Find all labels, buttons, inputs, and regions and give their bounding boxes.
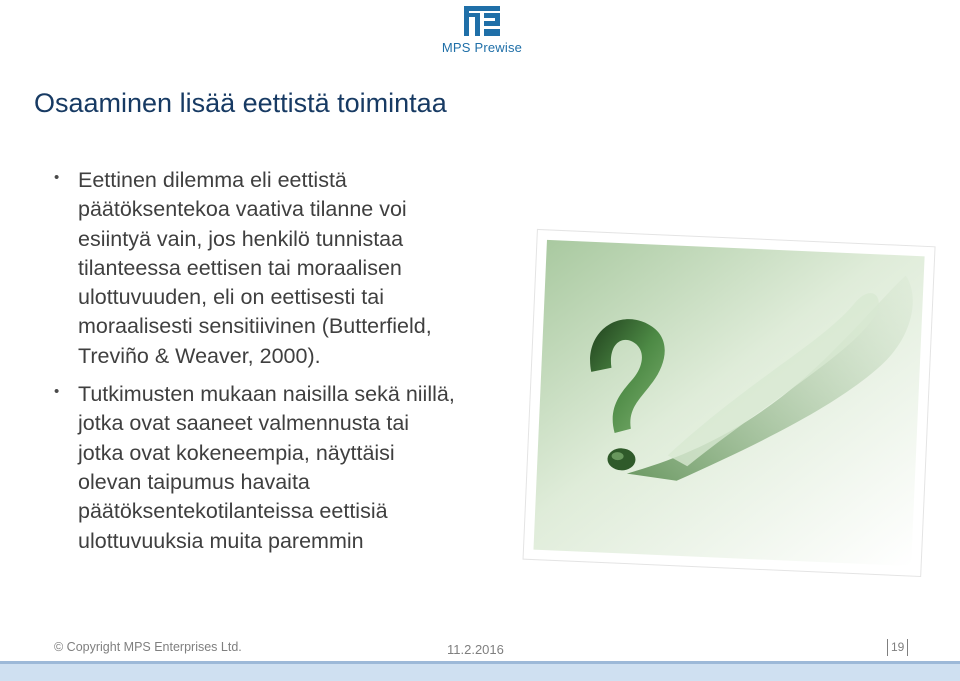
bullet-line: moraalisesti sensitiivinen (Butterfield, <box>78 314 432 339</box>
bullet-line: ulottuvuuden, eli on eettisesti tai <box>78 285 384 310</box>
bullet-line: olevan taipumus havaita <box>78 469 310 494</box>
bullet-line: Tutkimusten mukaan naisilla sekä niillä, <box>78 382 455 407</box>
bullet-line: tilanteessa eettisen tai moraalisen <box>78 255 402 280</box>
bullet-item <box>52 166 512 371</box>
footer-bar-line <box>0 661 960 664</box>
bullet-dot-icon: • <box>54 383 60 401</box>
bullet-item <box>52 380 512 556</box>
logo-text: MPS Prewise <box>441 40 523 55</box>
bullet-line: päätöksentekotilanteissa eettisiä <box>78 499 388 524</box>
slide-title: Osaaminen lisää eettistä toimintaa <box>34 88 447 118</box>
bullet-line: Treviño & Weaver, 2000). <box>78 343 321 368</box>
bullet-dot-icon: • <box>54 169 60 186</box>
mps-prewise-logo <box>432 4 532 60</box>
bullet-line: Eettinen dilemma eli eettistä <box>78 168 347 192</box>
bullet-line: ulottuvuuksia muita paremmin <box>78 528 364 553</box>
bullet-line: jotka ovat kokeneempia, näyttäisi <box>78 440 395 465</box>
bullet-line: jotka ovat saaneet valmennusta tai <box>78 411 410 436</box>
bullet-list <box>52 166 512 565</box>
footer-date: 11.2.2016 <box>447 642 504 657</box>
bullet-text <box>78 380 512 556</box>
bullet-text <box>78 166 512 371</box>
footer-copyright: © Copyright MPS Enterprises Ltd. <box>54 640 242 654</box>
bullet-line: päätöksentekoa vaativa tilanne voi <box>78 197 407 222</box>
question-mark-photo <box>520 228 940 580</box>
footer-bar <box>0 661 960 681</box>
mps-logo-icon <box>462 4 502 38</box>
bullet-line: esiintyä vain, jos henkilö tunnistaa <box>78 226 404 251</box>
page-number: 19 <box>887 639 908 656</box>
